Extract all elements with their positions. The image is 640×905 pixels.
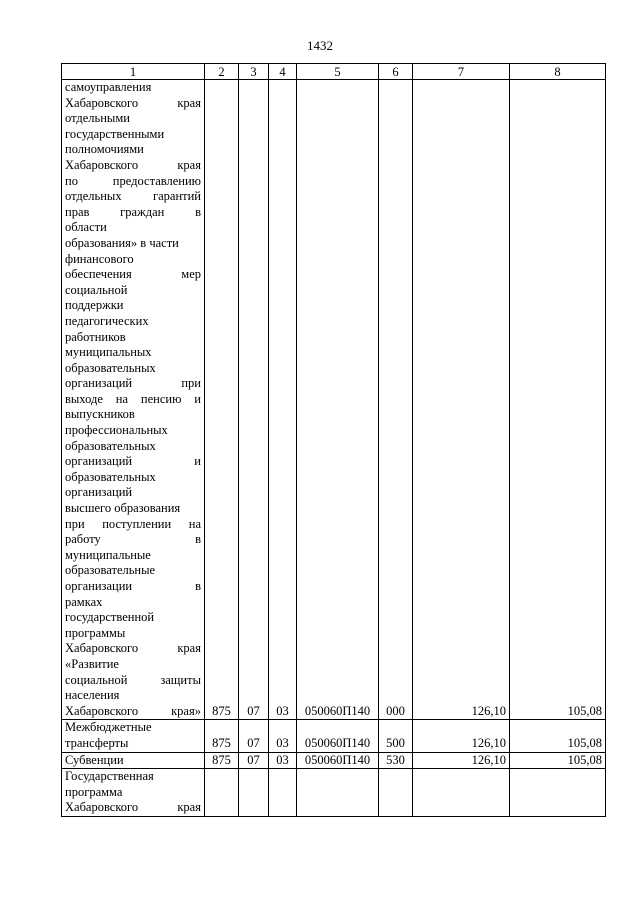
row-description: [62, 752, 205, 769]
description-line: муниципальные: [65, 547, 151, 562]
description-line: организаций при: [65, 376, 201, 391]
row-description: [62, 720, 205, 752]
description-line: самоуправления: [65, 80, 152, 94]
section-code: 07: [239, 752, 269, 769]
description-line: образовательных: [65, 360, 156, 375]
description-line: отдельными: [65, 111, 130, 126]
description-line: выходе на пенсию и: [65, 391, 201, 406]
column-header: 6: [379, 64, 413, 80]
description-line: Хабаровского края: [65, 800, 201, 815]
amount-col8: 105,08: [510, 80, 606, 720]
table-row: [62, 80, 606, 720]
expense-type-code: 500: [379, 720, 413, 752]
subsection-code: 03: [269, 720, 297, 752]
description-line: педагогических: [65, 313, 149, 328]
subsection-code: 03: [269, 752, 297, 769]
description-line: программа: [65, 784, 123, 799]
description-line: прав граждан в: [65, 204, 201, 219]
description-line: Межбюджетные: [65, 720, 152, 735]
description-line: образовательных: [65, 469, 156, 484]
amount-col7: 126,10: [413, 720, 510, 752]
table-row: [62, 769, 606, 817]
description-line: Хабаровского края: [65, 641, 201, 656]
description-line: социальной защиты: [65, 672, 201, 687]
description-line: финансового: [65, 251, 134, 266]
table-row: [62, 752, 606, 769]
description-line: работников: [65, 329, 126, 344]
column-header: 3: [239, 64, 269, 80]
expense-type-code: [379, 769, 413, 817]
description-line: выпускников: [65, 407, 135, 422]
description-line: области: [65, 220, 107, 235]
description-line: государственными: [65, 126, 165, 141]
description-line: Субвенции: [65, 752, 124, 767]
column-header: 1: [62, 64, 205, 80]
expense-type-code: 530: [379, 752, 413, 769]
description-line: при поступлении на: [65, 516, 201, 531]
description-line: социальной: [65, 282, 128, 297]
header-row: [62, 64, 606, 80]
description-line: населения: [65, 688, 120, 703]
description-line: трансферты: [65, 735, 129, 750]
description-line: рамках: [65, 594, 103, 609]
page-number: 1432: [307, 38, 333, 53]
description-line: программы: [65, 625, 126, 640]
description-line: образовательных: [65, 438, 156, 453]
gr-code: 875: [205, 752, 239, 769]
table-body: [62, 80, 606, 817]
target-article-code: 050060П140: [297, 80, 379, 720]
amount-col7: 126,10: [413, 80, 510, 720]
section-code: 07: [239, 80, 269, 720]
description-line: Хабаровского края: [65, 95, 201, 110]
row-description: [62, 80, 205, 720]
description-line: «Развитие: [65, 656, 119, 671]
column-header: 8: [510, 64, 606, 80]
amount-col8: 105,08: [510, 752, 606, 769]
description-line: высшего образования: [65, 501, 181, 516]
target-article-code: 050060П140: [297, 752, 379, 769]
description-line: работу в: [65, 532, 201, 547]
amount-col7: 126,10: [413, 752, 510, 769]
target-article-code: 050060П140: [297, 720, 379, 752]
gr-code: [205, 769, 239, 817]
description-line: государственной: [65, 610, 155, 625]
target-article-code: [297, 769, 379, 817]
column-header: 5: [297, 64, 379, 80]
gr-code: 875: [205, 720, 239, 752]
column-header: 4: [269, 64, 297, 80]
description-line: Хабаровского края: [65, 157, 201, 172]
description-line: организаций: [65, 485, 133, 500]
budget-table: [61, 63, 606, 817]
section-code: [239, 769, 269, 817]
description-line: обеспечения мер: [65, 267, 201, 282]
amount-col8: 105,08: [510, 720, 606, 752]
description-line: образовательные: [65, 563, 156, 578]
section-code: 07: [239, 720, 269, 752]
column-header: 7: [413, 64, 510, 80]
subsection-code: [269, 769, 297, 817]
description-line: профессиональных: [65, 423, 168, 438]
description-line: Хабаровского края»: [65, 703, 201, 718]
amount-col7: [413, 769, 510, 817]
description-line: организаций и: [65, 454, 201, 469]
description-line: поддержки: [65, 298, 124, 313]
gr-code: 875: [205, 80, 239, 720]
subsection-code: 03: [269, 80, 297, 720]
description-line: отдельных гарантий: [65, 189, 201, 204]
column-header: 2: [205, 64, 239, 80]
row-description: [62, 769, 205, 817]
description-line: образования» в части: [65, 235, 179, 250]
description-line: Государственная: [65, 769, 154, 784]
table-row: [62, 720, 606, 752]
expense-type-code: 000: [379, 80, 413, 720]
amount-col8: [510, 769, 606, 817]
description-line: по предоставлению: [65, 173, 201, 188]
description-line: организации в: [65, 579, 201, 593]
description-line: полномочиями: [65, 142, 144, 157]
description-line: муниципальных: [65, 345, 152, 360]
